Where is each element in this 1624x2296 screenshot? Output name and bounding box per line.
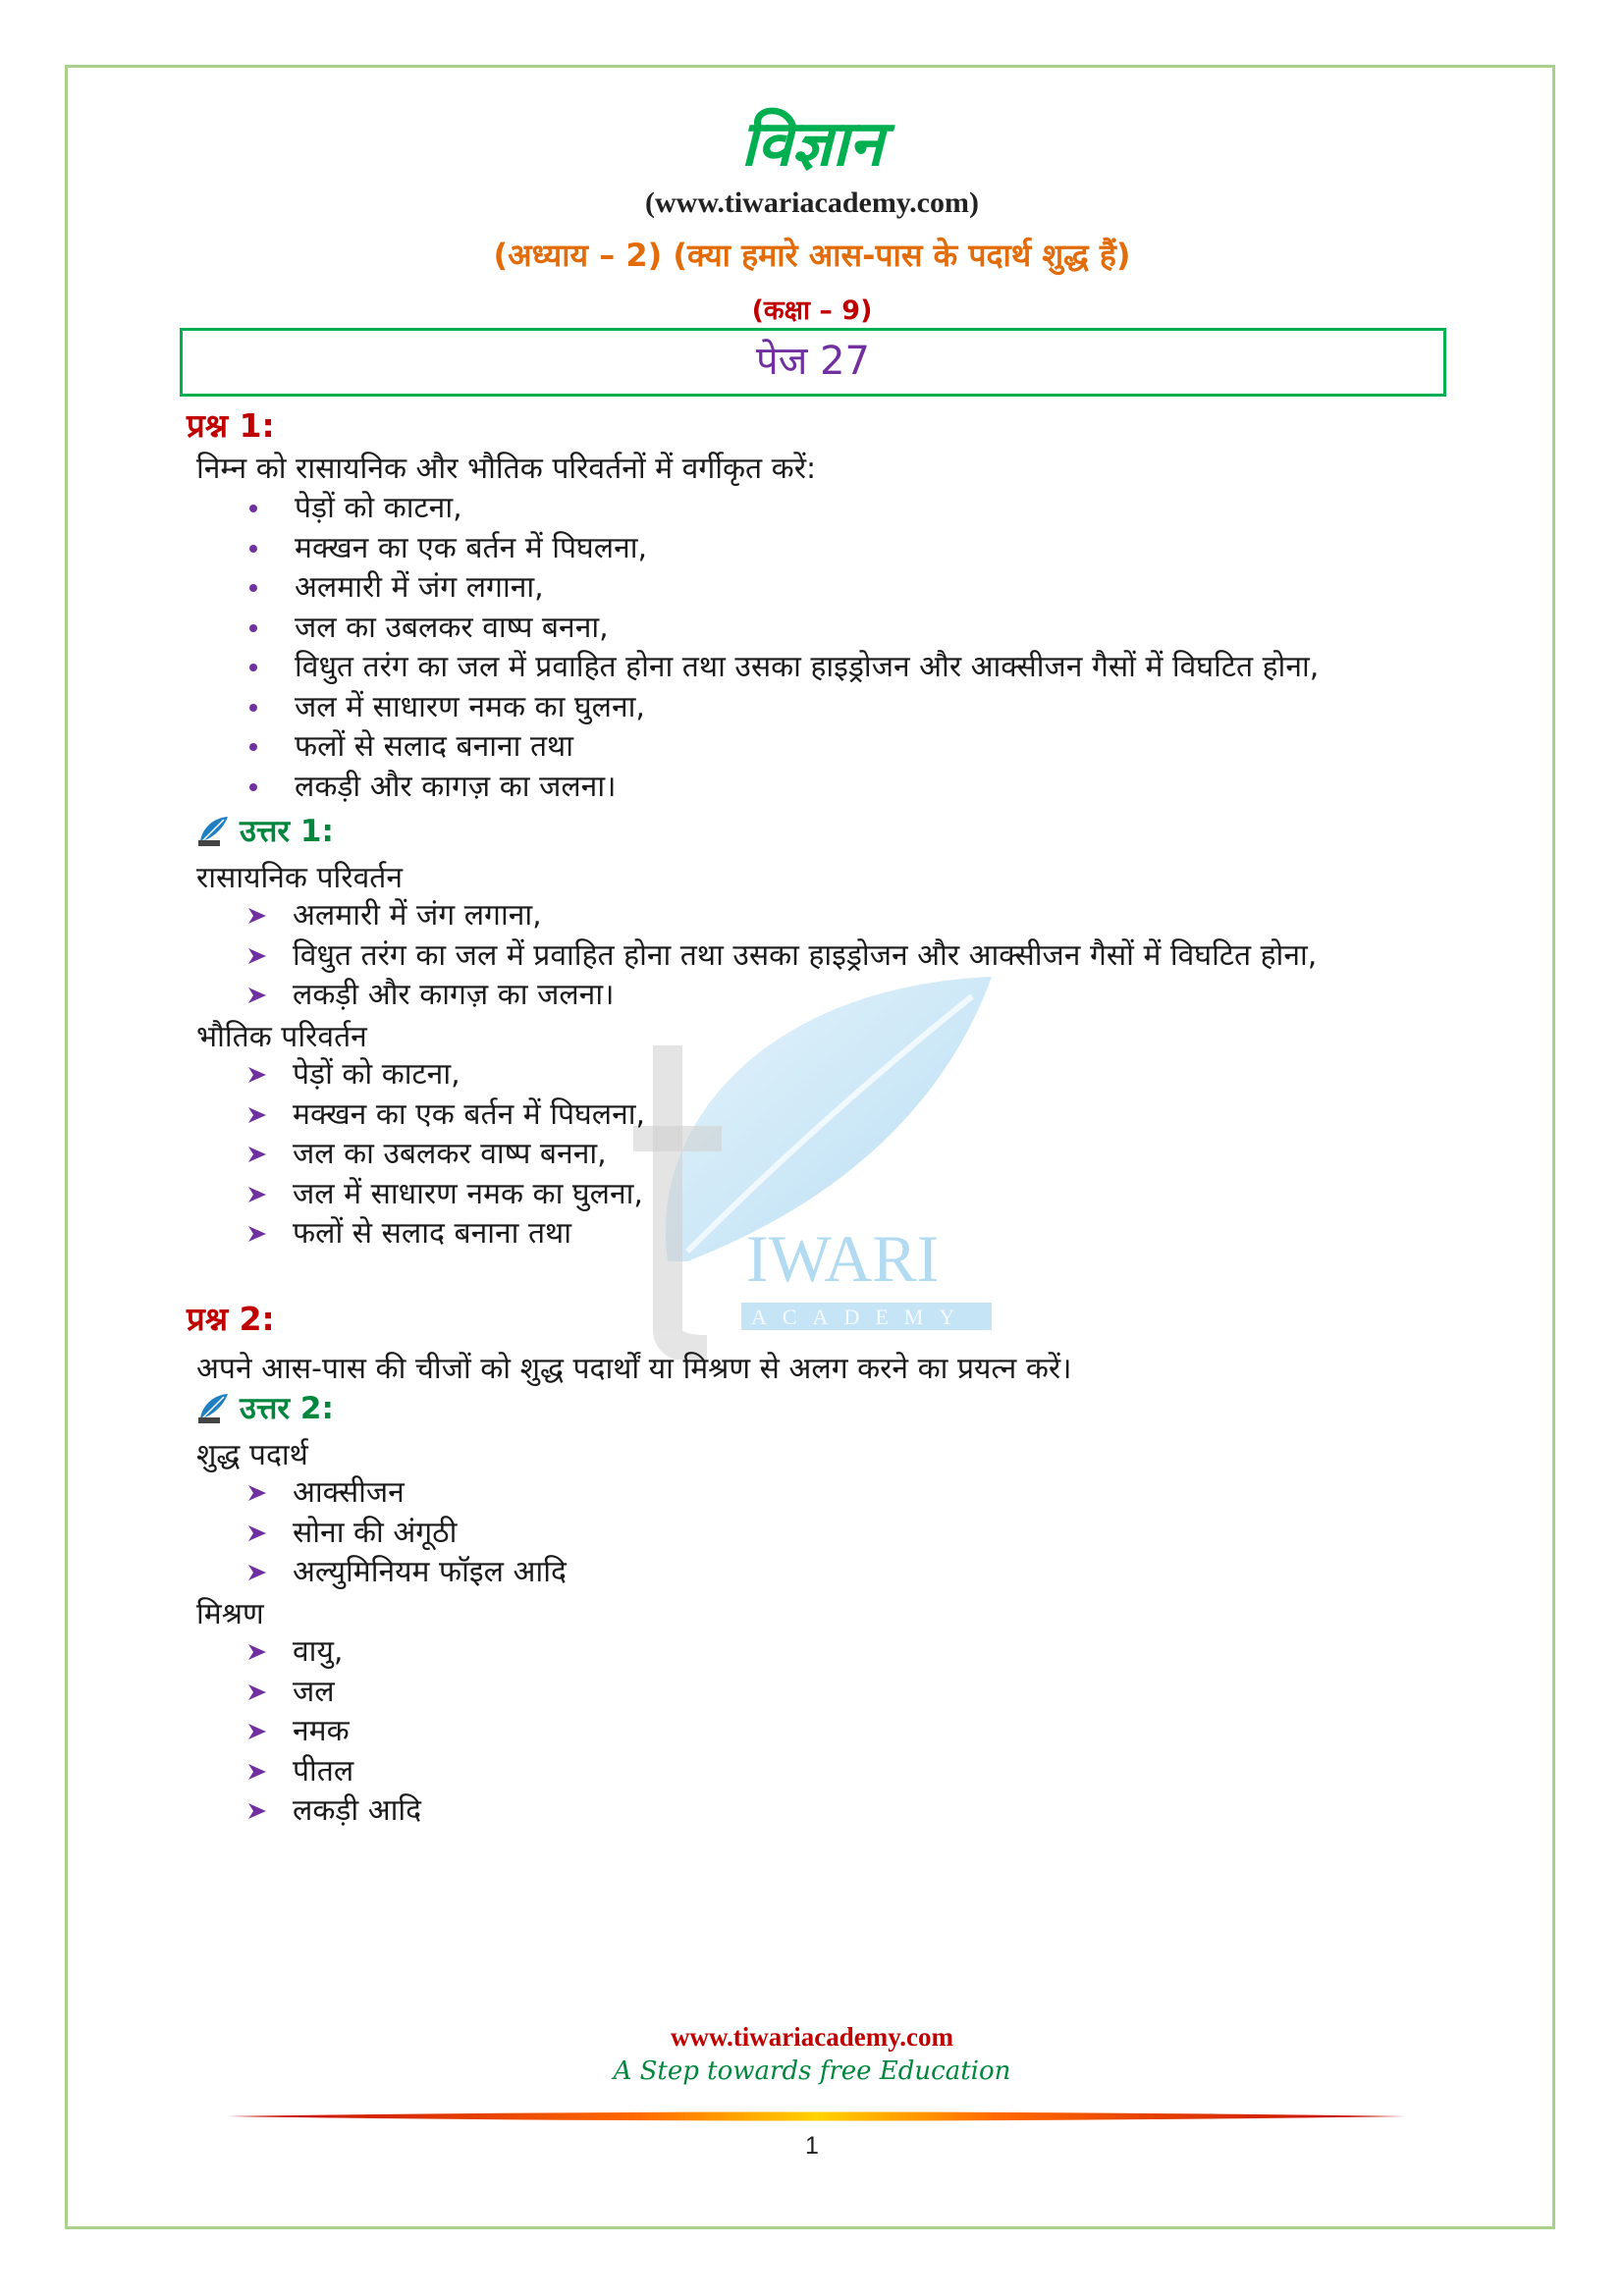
bullet-dot-icon xyxy=(249,505,257,512)
answer-2-heading: उत्तर 2: xyxy=(240,1391,334,1426)
list-item xyxy=(245,1095,645,1136)
footer-tagline: A Step towards free Education xyxy=(613,2056,1011,2086)
list-item-text: लकड़ी और कागज़ का जलना। xyxy=(293,978,615,1012)
list-item xyxy=(245,727,1319,768)
answer-2-mixture-list xyxy=(245,1632,421,1832)
list-item xyxy=(245,1791,421,1832)
list-item-text: लकड़ी आदि xyxy=(293,1793,422,1828)
list-item xyxy=(245,688,1319,728)
list-item xyxy=(245,1473,567,1514)
answer-1-heading-row xyxy=(196,810,334,851)
list-item-text: पेड़ों को काटना, xyxy=(295,491,462,525)
arrow-bullet-icon xyxy=(245,944,269,968)
svg-text:ACADEMY: ACADEMY xyxy=(751,1305,971,1329)
page-title: विज्ञान xyxy=(740,108,884,181)
tiwari-feather-icon xyxy=(196,1391,230,1424)
answer-1-physical-label: भौतिक परिवर्तन xyxy=(196,1020,367,1054)
arrow-bullet-icon xyxy=(245,904,269,928)
list-item-text: लकड़ी और कागज़ का जलना। xyxy=(295,769,617,804)
list-item-text: विधुत तरंग का जल में प्रवाहित होना तथा उसका हाइड्रोजन और आक्सीजन गैसों में विघटित होना, xyxy=(295,650,1320,684)
tiwari-feather-icon xyxy=(196,814,230,847)
list-item xyxy=(245,936,1317,977)
list-item-text: विधुत तरंग का जल में प्रवाहित होना तथा उसका हाइड्रोजन और आक्सीजन गैसों में विघटित होना, xyxy=(293,937,1318,973)
list-item-text: जल xyxy=(293,1674,335,1709)
question-1-list xyxy=(245,489,1319,807)
bullet-dot-icon xyxy=(249,624,257,632)
list-item xyxy=(245,1175,645,1215)
list-item xyxy=(245,648,1319,688)
list-item-text: जल में साधारण नमक का घुलना, xyxy=(295,689,645,724)
list-item-text: पेड़ों को काटना, xyxy=(293,1057,460,1092)
arrow-bullet-icon xyxy=(245,1760,269,1784)
page-number-box: पेज 27 xyxy=(180,328,1446,397)
list-item-text: अल्युमिनियम फॉइल आदि xyxy=(293,1555,567,1589)
list-item-text: सोना की अंगूठी xyxy=(293,1515,458,1550)
class-label: (कक्षा – 9) xyxy=(751,295,873,326)
bullet-dot-icon xyxy=(249,783,257,791)
arrow-bullet-icon xyxy=(245,1143,269,1166)
list-item xyxy=(245,1214,645,1255)
footer-divider xyxy=(228,2109,1406,2123)
list-item-text: अलमारी में जंग लगाना, xyxy=(293,898,542,933)
list-item xyxy=(245,609,1319,649)
answer-2-heading-row xyxy=(196,1387,334,1428)
header-website: (www.tiwariacademy.com) xyxy=(645,187,979,219)
list-item xyxy=(245,896,1317,936)
list-item-text: जल का उबलकर वाष्प बनना, xyxy=(295,610,609,645)
arrow-bullet-icon xyxy=(245,1720,269,1743)
list-item xyxy=(245,489,1319,529)
list-item xyxy=(245,1514,567,1554)
bullet-dot-icon xyxy=(249,545,257,553)
list-item xyxy=(245,568,1319,609)
tiwari-academy-watermark-logo xyxy=(628,967,1001,1360)
chapter-heading: (अध्याय – 2) (क्या हमारे आस-पास के पदार्थ शुद्ध हैं) xyxy=(493,237,1131,274)
page-number: 1 xyxy=(805,2132,819,2160)
answer-1-chemical-list xyxy=(245,896,1317,1016)
question-1-heading: प्रश्न 1: xyxy=(187,406,275,445)
list-item xyxy=(245,529,1319,569)
answer-1-chemical-label: रासायनिक परिवर्तन xyxy=(196,861,403,895)
question-1-prompt: निम्न को रासायनिक और भौतिक परिवर्तनों में वर्गीकृत करें: xyxy=(196,452,817,486)
list-item-text: मक्खन का एक बर्तन में पिघलना, xyxy=(293,1096,646,1132)
arrow-bullet-icon xyxy=(245,1063,269,1087)
answer-1-heading: उत्तर 1: xyxy=(240,814,334,849)
svg-text:IWARI: IWARI xyxy=(746,1221,940,1296)
bullet-dot-icon xyxy=(249,584,257,592)
arrow-bullet-icon xyxy=(245,1522,269,1545)
bullet-dot-icon xyxy=(249,664,257,671)
list-item xyxy=(245,1135,645,1175)
footer-website: www.tiwariacademy.com xyxy=(671,2022,953,2052)
arrow-bullet-icon xyxy=(245,1183,269,1206)
answer-2-pure-label: शुद्ध पदार्थ xyxy=(196,1438,308,1472)
arrow-bullet-icon xyxy=(245,1561,269,1584)
arrow-bullet-icon xyxy=(245,1640,269,1664)
list-item-text: फलों से सलाद बनाना तथा xyxy=(295,729,573,764)
question-2-prompt: अपने आस-पास की चीजों को शुद्ध पदार्थों या मिश्रण से अलग करने का प्रयत्न करें। xyxy=(196,1352,1072,1386)
list-item-text: फलों से सलाद बनाना तथा xyxy=(293,1216,571,1251)
arrow-bullet-icon xyxy=(245,1222,269,1246)
list-item-text: मक्खन का एक बर्तन में पिघलना, xyxy=(295,530,648,565)
question-2-heading: प्रश्न 2: xyxy=(187,1300,275,1338)
list-item-text: आक्सीजन xyxy=(293,1475,405,1510)
arrow-bullet-icon xyxy=(245,1799,269,1823)
arrow-bullet-icon xyxy=(245,1481,269,1505)
bullet-dot-icon xyxy=(249,704,257,712)
list-item xyxy=(245,1712,421,1752)
list-item-text: जल में साधारण नमक का घुलना, xyxy=(293,1176,643,1211)
list-item-text: अलमारी में जंग लगाना, xyxy=(295,570,544,605)
list-item xyxy=(245,1632,421,1673)
list-item xyxy=(245,768,1319,808)
answer-2-mixture-label: मिश्रण xyxy=(196,1597,264,1631)
list-item-text: नमक xyxy=(293,1714,350,1748)
list-item xyxy=(245,1553,567,1593)
answer-1-physical-list xyxy=(245,1055,645,1255)
list-item xyxy=(245,1055,645,1095)
list-item-text: वायु, xyxy=(293,1634,344,1669)
bullet-dot-icon xyxy=(249,743,257,751)
arrow-bullet-icon xyxy=(245,1681,269,1704)
list-item-text: जल का उबलकर वाष्प बनना, xyxy=(293,1137,607,1171)
list-item xyxy=(245,1752,421,1792)
list-item xyxy=(245,976,1317,1016)
list-item-text: पीतल xyxy=(293,1753,354,1789)
answer-2-pure-list xyxy=(245,1473,567,1593)
arrow-bullet-icon xyxy=(245,984,269,1007)
list-item xyxy=(245,1673,421,1713)
arrow-bullet-icon xyxy=(245,1103,269,1127)
